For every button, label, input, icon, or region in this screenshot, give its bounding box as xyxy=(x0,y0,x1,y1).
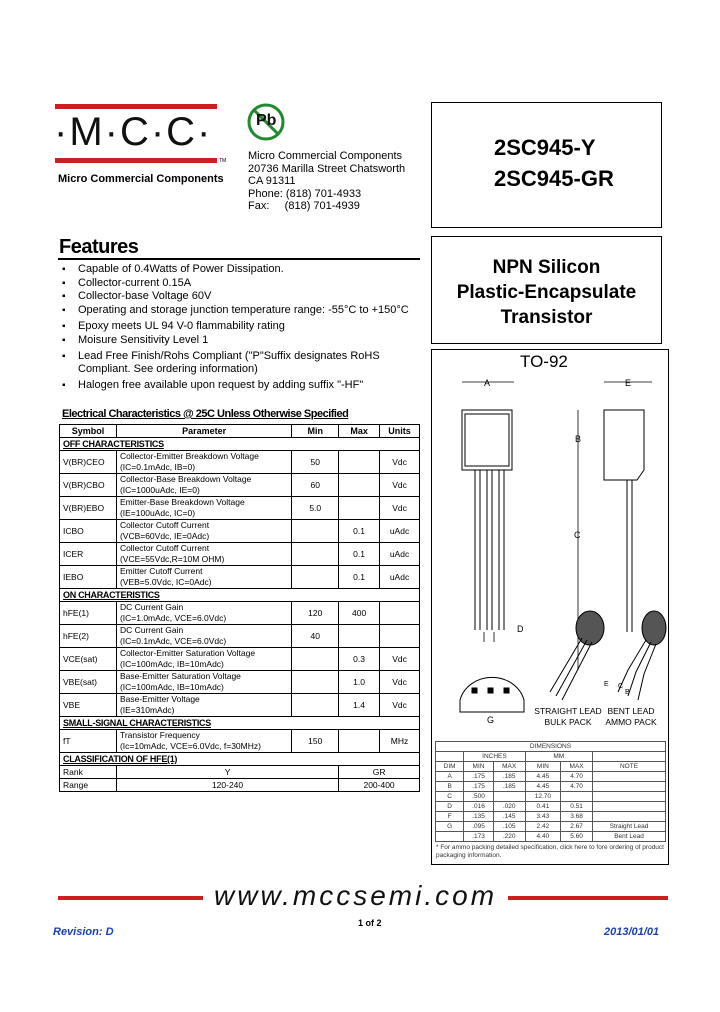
table-row xyxy=(60,602,420,625)
dim-cell: .095 xyxy=(464,822,493,832)
label-e: E xyxy=(625,378,632,388)
class-gr: GR xyxy=(339,766,420,779)
min-cell: 150 xyxy=(292,730,339,753)
table-row xyxy=(60,730,420,753)
company-name: Micro Commercial Components xyxy=(58,173,224,185)
min-cell xyxy=(292,648,339,671)
class-rows xyxy=(60,766,420,792)
dim-title: DIMENSIONS xyxy=(436,742,666,752)
unit-cell: Vdc xyxy=(380,451,420,474)
dim-cell xyxy=(593,772,666,782)
dim-cell: .145 xyxy=(493,812,525,822)
symbol-cell: fT xyxy=(60,730,117,753)
label-d: D xyxy=(517,624,524,634)
straight-lead-label: STRAIGHT LEAD BULK PACK xyxy=(534,706,602,727)
dim-cell xyxy=(593,812,666,822)
straight-lead-3d xyxy=(550,611,604,700)
parameter-condition: (IC=100mAdc, IB=10mAdc) xyxy=(119,682,224,692)
address-line1: Micro Commercial Components xyxy=(248,150,403,162)
dim-row xyxy=(436,802,666,812)
bottom-view xyxy=(460,677,524,712)
parameter-name: DC Current Gain xyxy=(119,602,184,612)
parameter-cell xyxy=(116,520,291,543)
dim-cell: .173 xyxy=(464,832,493,842)
unit-cell: Vdc xyxy=(380,497,420,520)
symbol-cell: ICBO xyxy=(60,520,117,543)
dim-cell: .105 xyxy=(493,822,525,832)
parameter-name: Emitter-Base Breakdown Voltage xyxy=(119,497,245,507)
parameter-condition: (VCE=55Vdc,R=10M OHM) xyxy=(119,554,225,564)
max-cell: 1.4 xyxy=(339,694,380,717)
dim-cell xyxy=(593,792,666,802)
dim-cell: C xyxy=(436,792,464,802)
min-cell: 60 xyxy=(292,474,339,497)
dim-row xyxy=(436,772,666,782)
dimension-arrows xyxy=(462,382,652,670)
label-e2: E xyxy=(604,681,609,688)
table-row xyxy=(60,671,420,694)
elec-table xyxy=(59,424,420,792)
company-address xyxy=(248,150,405,213)
label-a: A xyxy=(484,378,491,388)
dim-cell: .016 xyxy=(464,802,493,812)
on-heading: ON CHARACTERISTICS xyxy=(60,589,420,602)
dim-cell: 4.40 xyxy=(525,832,561,842)
transistor-front xyxy=(462,410,512,630)
dim-cell: Bent Lead xyxy=(593,832,666,842)
min-cell xyxy=(292,520,339,543)
revision: Revision: D xyxy=(53,926,114,938)
on-rows xyxy=(60,602,420,717)
dim-cell: 5.60 xyxy=(561,832,593,842)
feature-item: ▪ Epoxy meets UL 94 V-0 flammability rating xyxy=(58,320,428,334)
package-drawing xyxy=(432,370,668,755)
min-cell: 120 xyxy=(292,602,339,625)
trademark-mark: TM xyxy=(219,158,227,164)
dim-blank xyxy=(436,752,464,762)
ss-rows xyxy=(60,730,420,753)
col-max: Max xyxy=(339,425,380,438)
class-y: Y xyxy=(116,766,338,779)
table-row xyxy=(60,566,420,589)
page-number: 1 of 2 xyxy=(358,918,382,928)
dim-row xyxy=(436,792,666,802)
parameter-cell xyxy=(116,694,291,717)
parameter-name: Emitter Cutoff Current xyxy=(119,566,203,576)
bent-lead-label: BENT LEAD AMMO PACK xyxy=(605,706,657,727)
max-cell: 0.3 xyxy=(339,648,380,671)
parameter-name: DC Current Gain xyxy=(119,625,184,635)
dim-cell: 4.45 xyxy=(525,782,561,792)
ss-heading: SMALL-SIGNAL CHARACTERISTICS xyxy=(60,717,420,730)
parameter-condition: (VCB=60Vdc, IE=0Adc) xyxy=(119,531,210,541)
dim-cell: 0.51 xyxy=(561,802,593,812)
bent-lead-3d xyxy=(618,611,666,700)
part-number-1: 2SC945-Y xyxy=(494,135,596,160)
table-row xyxy=(60,474,420,497)
parameter-cell xyxy=(116,648,291,671)
dim-row xyxy=(436,822,666,832)
symbol-cell: V(BR)CBO xyxy=(60,474,117,497)
description-line2: Plastic-Encapsulate xyxy=(456,282,637,303)
feature-item: ▪ Collector-current 0.15A xyxy=(58,277,428,291)
parameter-cell xyxy=(116,497,291,520)
unit-cell xyxy=(380,602,420,625)
dim-header-cell: MAX xyxy=(561,762,593,772)
parameter-condition: (IC=0.1mAdc, VCE=6.0Vdc) xyxy=(119,636,227,646)
parameter-cell xyxy=(116,730,291,753)
symbol-cell: hFE(1) xyxy=(60,602,117,625)
parameter-cell xyxy=(116,625,291,648)
logo-top-bar xyxy=(55,104,217,109)
parameter-cell xyxy=(116,602,291,625)
table-row xyxy=(60,648,420,671)
max-cell: 400 xyxy=(339,602,380,625)
min-cell xyxy=(292,694,339,717)
unit-cell: Vdc xyxy=(380,694,420,717)
dim-cell: .175 xyxy=(464,772,493,782)
table-row xyxy=(60,451,420,474)
min-cell xyxy=(292,671,339,694)
elec-header-row xyxy=(60,425,420,438)
feature-item: ▪ Lead Free Finish/Rohs Compliant ("P"Suffix designates RoHS Compliant. See ordering information) xyxy=(58,350,428,377)
col-min: Min xyxy=(292,425,339,438)
class-y: 120-240 xyxy=(116,779,338,792)
dim-cell: Straight Lead xyxy=(593,822,666,832)
symbol-cell: V(BR)CEO xyxy=(60,451,117,474)
dim-cell: 0.41 xyxy=(525,802,561,812)
parameter-condition: (IC=100mAdc, IB=10mAdc) xyxy=(119,659,224,669)
dim-header-cell: MAX xyxy=(493,762,525,772)
col-parameter: Parameter xyxy=(116,425,291,438)
logo-bottom-bar xyxy=(55,158,217,163)
min-cell xyxy=(292,543,339,566)
table-row xyxy=(60,694,420,717)
lead-free-icon xyxy=(246,102,286,142)
part-number-box xyxy=(431,102,662,228)
pb-label: Pb xyxy=(256,112,277,129)
dim-blank2 xyxy=(593,752,666,762)
parameter-name: Collector-Emitter Breakdown Voltage xyxy=(119,451,259,461)
label-b2: B xyxy=(625,689,630,696)
dim-cell: 4.45 xyxy=(525,772,561,782)
dim-cell: 12.70 xyxy=(525,792,561,802)
table-row xyxy=(60,520,420,543)
max-cell: 1.0 xyxy=(339,671,380,694)
symbol-cell: VBE xyxy=(60,694,117,717)
parameter-name: Collector-Base Breakdown Voltage xyxy=(119,474,252,484)
feature-item: ▪ Moisure Sensitivity Level 1 xyxy=(58,334,428,348)
parameter-condition: (Ic=10mAdc, VCE=6.0Vdc, f=30MHz) xyxy=(119,741,261,751)
symbol-cell: hFE(2) xyxy=(60,625,117,648)
parameter-condition: (IE=310mAdc) xyxy=(119,705,175,715)
max-cell: 0.1 xyxy=(339,543,380,566)
dim-header-cell: MIN xyxy=(525,762,561,772)
dim-mm: MM xyxy=(525,752,592,762)
unit-cell xyxy=(380,625,420,648)
parameter-condition: (IC=0.1mAdc, IB=0) xyxy=(119,462,196,472)
table-row xyxy=(60,625,420,648)
dim-header-cell: DIM xyxy=(436,762,464,772)
class-heading: CLASSIFICATION OF HFE(1) xyxy=(60,753,420,766)
parameter-condition: (IC=1000uAdc, IE=0) xyxy=(119,485,200,495)
fax: Fax: (818) 701-4939 xyxy=(248,200,360,213)
dim-cell xyxy=(593,782,666,792)
dim-inches: INCHES xyxy=(464,752,525,762)
feature-item: ▪ Capable of 0.4Watts of Power Dissipation. xyxy=(58,263,428,277)
dim-cell xyxy=(436,832,464,842)
parameter-condition: (IC=1.0mAdc, VCE=6.0Vdc) xyxy=(119,613,227,623)
table-row xyxy=(60,497,420,520)
class-row xyxy=(60,766,420,779)
max-cell: 0.1 xyxy=(339,520,380,543)
parameter-cell xyxy=(116,451,291,474)
footer-url[interactable]: www.mccsemi.com xyxy=(214,880,498,911)
dim-cell: 2.67 xyxy=(561,822,593,832)
max-cell xyxy=(339,451,380,474)
dimensions-table xyxy=(435,741,666,842)
max-cell xyxy=(339,730,380,753)
transistor-side xyxy=(604,410,644,632)
package-box xyxy=(431,349,669,865)
class-label: Rank xyxy=(60,766,117,779)
dim-cell: 3.43 xyxy=(525,812,561,822)
dim-cell xyxy=(561,792,593,802)
dim-cell: G xyxy=(436,822,464,832)
dim-cell xyxy=(593,802,666,812)
dim-cell: F xyxy=(436,812,464,822)
unit-cell: uAdc xyxy=(380,566,420,589)
min-cell: 5.0 xyxy=(292,497,339,520)
label-b: B xyxy=(575,434,582,444)
features-underline xyxy=(58,258,420,260)
address-line3: CA 91311 xyxy=(248,175,296,188)
unit-cell: Vdc xyxy=(380,671,420,694)
elec-heading: Electrical Characteristics @ 25C Unless Otherwise Specified xyxy=(62,408,349,420)
dim-cell: A xyxy=(436,772,464,782)
parameter-name: Collector Cutoff Current xyxy=(119,543,210,553)
unit-cell: Vdc xyxy=(380,474,420,497)
dim-cell: .020 xyxy=(493,802,525,812)
dim-cell: D xyxy=(436,802,464,812)
dim-header-cell: MIN xyxy=(464,762,493,772)
address-line2: 20736 Marilla Street Chatsworth xyxy=(248,162,406,175)
dim-cell: 3.68 xyxy=(561,812,593,822)
dim-row xyxy=(436,832,666,842)
parameter-condition: (VEB=5.0Vdc, IC=0Adc) xyxy=(119,577,212,587)
unit-cell: uAdc xyxy=(380,520,420,543)
dim-header-row xyxy=(436,762,666,772)
feature-item: ▪ Halogen free available upon request by adding suffix "-HF" xyxy=(58,379,428,393)
dim-cell: 2.42 xyxy=(525,822,561,832)
label-c: C xyxy=(574,530,581,540)
revision-date: 2013/01/01 xyxy=(604,926,660,938)
min-cell: 50 xyxy=(292,451,339,474)
ammo-note: * For ammo packing detailed specification, click here to fore ordering of product packaging information. xyxy=(436,844,664,859)
parameter-name: Collector-Emitter Saturation Voltage xyxy=(119,648,256,658)
dim-cell: 4.70 xyxy=(561,782,593,792)
parameter-cell xyxy=(116,474,291,497)
parameter-name: Transistor Frequency xyxy=(119,730,200,740)
phone: Phone: (818) 701-4933 xyxy=(248,187,362,200)
features-list xyxy=(58,263,428,392)
max-cell xyxy=(339,625,380,648)
dim-cell: .175 xyxy=(464,782,493,792)
max-cell: 0.1 xyxy=(339,566,380,589)
parameter-cell xyxy=(116,566,291,589)
footer-bar-right xyxy=(508,896,668,900)
dim-row xyxy=(436,782,666,792)
parameter-name: Base-Emitter Voltage xyxy=(119,694,200,704)
dim-cell: .220 xyxy=(493,832,525,842)
feature-item: ▪ Operating and storage junction temperature range: -55°C to +150°C xyxy=(58,304,428,318)
unit-cell: MHz xyxy=(380,730,420,753)
max-cell xyxy=(339,474,380,497)
off-rows xyxy=(60,451,420,589)
dim-rows xyxy=(436,772,666,842)
features-heading: Features xyxy=(59,236,139,258)
footer-bar-left xyxy=(58,896,203,900)
min-cell xyxy=(292,566,339,589)
class-row xyxy=(60,779,420,792)
dim-cell xyxy=(493,792,525,802)
symbol-cell: ICER xyxy=(60,543,117,566)
col-symbol: Symbol xyxy=(60,425,117,438)
description-line3: Transistor xyxy=(500,307,593,328)
off-heading: OFF CHARACTERISTICS xyxy=(60,438,420,451)
dim-cell: .185 xyxy=(493,782,525,792)
description-box xyxy=(431,236,662,344)
feature-item: ▪ Collector-base Voltage 60V xyxy=(58,290,428,304)
parameter-name: Base-Emitter Saturation Voltage xyxy=(119,671,241,681)
company-logo: ·M·C·C· xyxy=(54,110,213,154)
max-cell xyxy=(339,497,380,520)
package-name: TO-92 xyxy=(520,352,568,371)
label-g: G xyxy=(487,715,495,725)
dim-cell: 4.70 xyxy=(561,772,593,782)
label-c2: C xyxy=(618,683,624,690)
dim-cell: .135 xyxy=(464,812,493,822)
table-row xyxy=(60,543,420,566)
col-units: Units xyxy=(380,425,420,438)
dim-cell: .185 xyxy=(493,772,525,782)
class-label: Range xyxy=(60,779,117,792)
unit-cell: uAdc xyxy=(380,543,420,566)
symbol-cell: V(BR)EBO xyxy=(60,497,117,520)
symbol-cell: VBE(sat) xyxy=(60,671,117,694)
dim-cell: B xyxy=(436,782,464,792)
part-number-2: 2SC945-GR xyxy=(494,166,614,191)
symbol-cell: IEBO xyxy=(60,566,117,589)
parameter-cell xyxy=(116,671,291,694)
symbol-cell: VCE(sat) xyxy=(60,648,117,671)
dim-header-cell: NOTE xyxy=(593,762,666,772)
parameter-condition: (IE=100uAdc, IC=0) xyxy=(119,508,196,518)
dim-cell: .500 xyxy=(464,792,493,802)
parameter-name: Collector Cutoff Current xyxy=(119,520,210,530)
unit-cell: Vdc xyxy=(380,648,420,671)
description-line1: NPN Silicon xyxy=(492,257,601,278)
parameter-cell xyxy=(116,543,291,566)
class-gr: 200-400 xyxy=(339,779,420,792)
min-cell: 40 xyxy=(292,625,339,648)
dim-row xyxy=(436,812,666,822)
